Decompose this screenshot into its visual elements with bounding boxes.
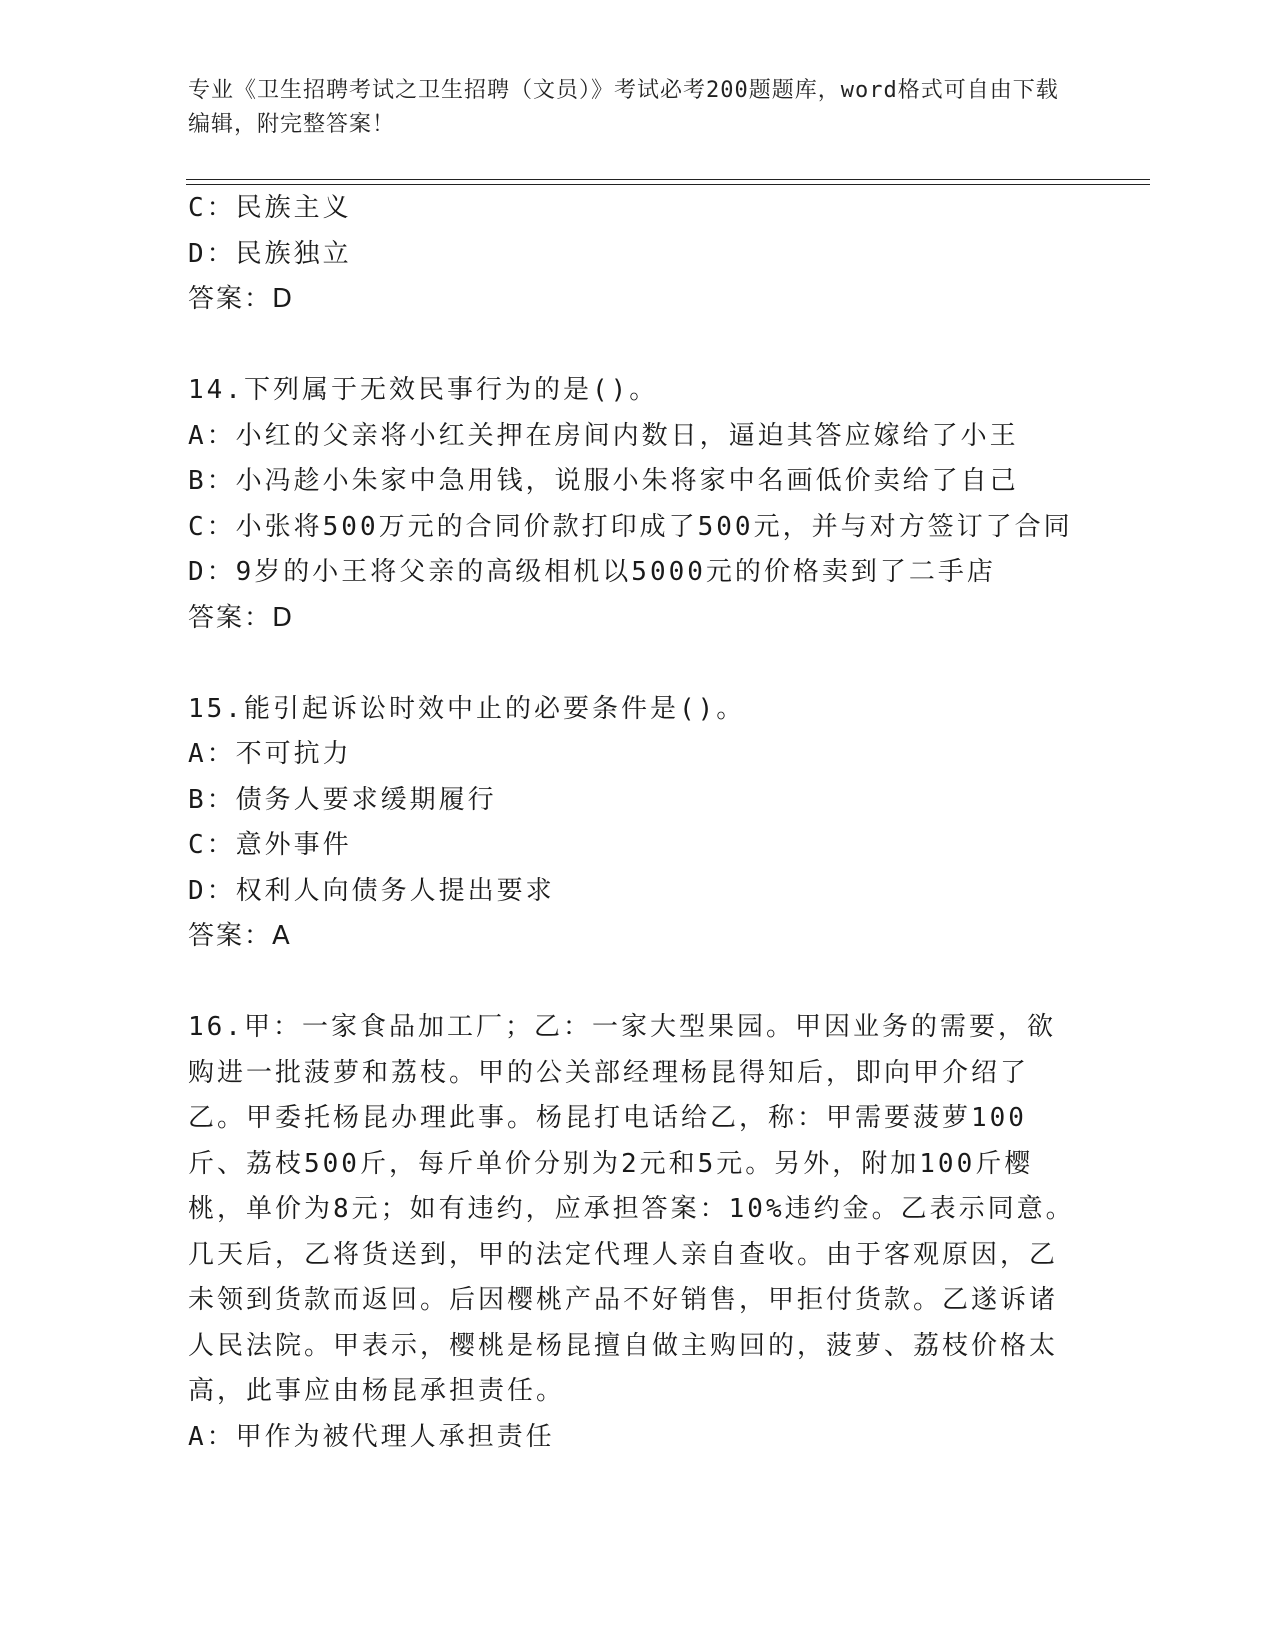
spacer <box>188 641 1088 687</box>
question-13 <box>188 186 1088 323</box>
header-rule-bottom <box>186 184 1150 185</box>
option-d: D：9岁的小王将父亲的高级相机以5000元的价格卖到了二手店 <box>188 557 996 587</box>
answer: 答案：D <box>188 284 295 314</box>
spacer <box>188 960 1088 1006</box>
question-text: 16.甲：一家食品加工厂；乙：一家大型果园。甲因业务的需要，欲购进一批菠萝和荔枝。甲的公关部经理杨昆得知后，即向甲介绍了乙。甲委托杨昆办理此事。杨昆打电话给乙，称：甲需要菠萝100斤、荔枝500斤，每斤单价分别为2元和5元。另外，附加100斤樱桃，单价为8元；如有违约，应承担答案：10%违约金。乙表示同意。几天后，乙将货送到，甲的法定代理人亲自查收。由于客观原因，乙未领到货款而返回。后因樱桃产品不好销售，甲拒付货款。乙遂诉诸人民法院。甲表示，樱桃是杨昆擅自做主购回的，菠萝、荔枝价格太高，此事应由杨昆承担责任。 <box>188 1012 1075 1406</box>
header-rule-top <box>186 179 1150 180</box>
question-list <box>188 186 1088 1460</box>
option-d: D：民族独立 <box>188 238 352 269</box>
option-a: A：小红的父亲将小红关押在房间内数日，逼迫其答应嫁给了小王 <box>188 420 1019 451</box>
option-d: D：权利人向债务人提出要求 <box>188 875 555 906</box>
option-a: A：不可抗力 <box>188 739 352 769</box>
spacer <box>188 323 1088 369</box>
page-header: 专业《卫生招聘考试之卫生招聘（文员）》考试必考200题题库，word格式可自由下载编辑，附完整答案！ <box>188 78 1059 137</box>
option-c: C：民族主义 <box>188 193 352 223</box>
answer: 答案：D <box>188 602 295 633</box>
question-14 <box>188 368 1088 641</box>
answer: 答案：A <box>188 921 292 951</box>
question-15 <box>188 687 1088 960</box>
option-c: C：小张将500万元的合同价款打印成了500元，并与对方签订了合同 <box>188 511 1073 542</box>
question-text: 14.下列属于无效民事行为的是()。 <box>188 375 659 405</box>
option-c: C：意外事件 <box>188 830 352 860</box>
option-b: B：小冯趁小朱家中急用钱，说服小朱将家中名画低价卖给了自己 <box>188 466 1019 496</box>
question-text: 15.能引起诉讼时效中止的必要条件是()。 <box>188 693 746 724</box>
question-16 <box>188 1005 1088 1460</box>
option-a: A：甲作为被代理人承担责任 <box>188 1421 555 1452</box>
option-b: B：债务人要求缓期履行 <box>188 784 497 815</box>
